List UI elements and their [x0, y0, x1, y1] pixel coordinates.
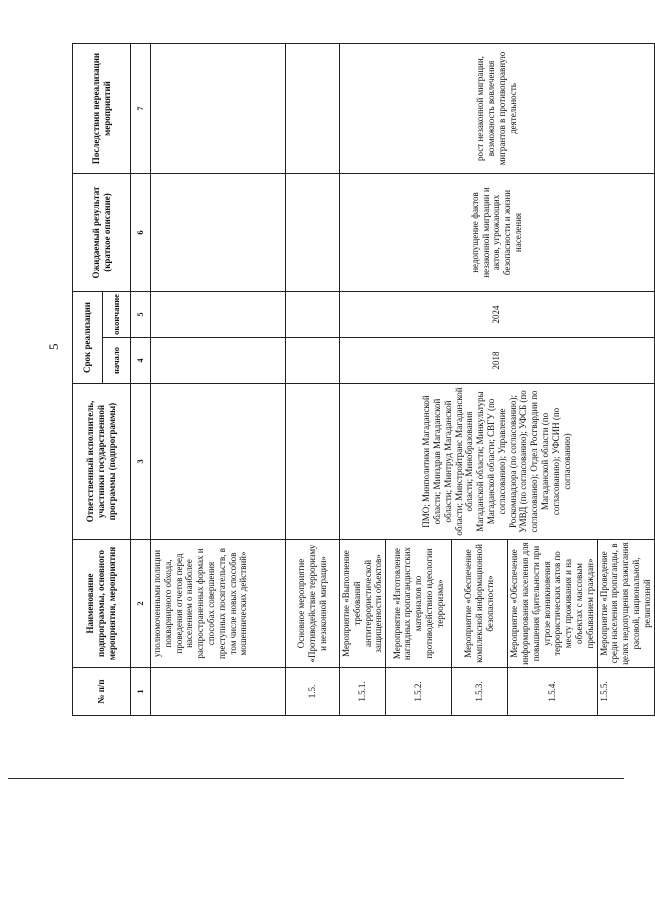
header-term: Срок реализации: [73, 292, 103, 384]
row-num: 1.5.4.: [508, 668, 597, 716]
row-name: Мероприятие «Изготовление наглядных пропагандистских материалов по противодействию идеологии терроризма»: [386, 540, 452, 668]
row-name: Мероприятие «Обеспечение комплексной информационной безопасности»: [452, 540, 508, 668]
page-number: 5: [46, 343, 61, 350]
row-name: Основное мероприятие «Противодействие терроризму и незаконной миграции»: [286, 540, 340, 668]
row-name: Мероприятие «Выполнение требований антитеррористической защищенности объектов»: [340, 540, 386, 668]
row-num: 1.5.1.: [340, 668, 386, 716]
bottom-rule-line: [8, 778, 624, 779]
row-name: Мероприятие «Проведение среди населения пропаганды, в целях недопущения разжигания расовой, национальной, религиозной: [597, 540, 654, 668]
merged-start: 2018: [340, 338, 655, 384]
table-row: [286, 44, 340, 716]
merged-end: 2024: [340, 292, 655, 338]
header-term-start: начало: [103, 338, 131, 384]
row-num: 1.5.2.: [386, 668, 452, 716]
row-num: [151, 668, 286, 716]
header-term-end: окончание: [103, 292, 131, 338]
table-row: [340, 44, 386, 716]
column-number: 2: [131, 540, 151, 668]
header-result: Ожидаемый результат (краткое описание): [73, 174, 131, 292]
column-number: 4: [131, 338, 151, 384]
merged-result: недопущение фактов незаконной миграции и актов, угрожающих безопасности и жизни населения: [340, 174, 655, 292]
row-name: Мероприятие «Обеспечение информирования населения для повышения бдительности при угрозе возникновения террористических актов по месту проживания и на объектах с массовым пребыванием граждан»: [508, 540, 597, 668]
row-num: 1.5.3.: [452, 668, 508, 716]
header-num: № п/п: [73, 668, 131, 716]
header-executor: Ответственный исполнитель, участники государственной программы (подпрограммы): [73, 384, 131, 540]
program-measures-table: [72, 43, 655, 716]
column-number: 5: [131, 292, 151, 338]
row-num: 1.5.: [286, 668, 340, 716]
column-number: 3: [131, 384, 151, 540]
row-num: 1.5.5.: [597, 668, 654, 716]
program-table-frame: [72, 44, 652, 716]
row-name: уполномоченными полиции покварнирного обхода, проведения отчетов перед населением о наиболее распространенных формах и способах совершения преступных посягательств, в том числе новых способов мошеннических действий»: [151, 540, 286, 668]
header-name: Наименование подпрограммы, основного мероприятия, мероприятия: [73, 540, 131, 668]
table-row: [151, 44, 286, 716]
merged-executor: ПМО; Минполитики Магаданской области; Минздрав Магаданской области; Минтруд Магаданской области; Минстройтранс Магаданской области; Минобразования Магаданской области; Минкультуры Магаданской области; СВГУ (по согласованию); Управление Роскомнадзора (по согласованию); УМВД (по согласованию); УФСБ (по согласованию); Отдел Росгвардии по Магаданской области (по согласованию); УФСИН (по согласованию): [340, 384, 655, 540]
column-number: 6: [131, 174, 151, 292]
column-number: 1: [131, 668, 151, 716]
header-consequences: Последствия нереализации мероприятий: [73, 44, 131, 174]
merged-consequences: рост незаконной миграции, возможность вовлечения мигрантов в противоправную деятельность: [340, 44, 655, 174]
column-number: 7: [131, 44, 151, 174]
